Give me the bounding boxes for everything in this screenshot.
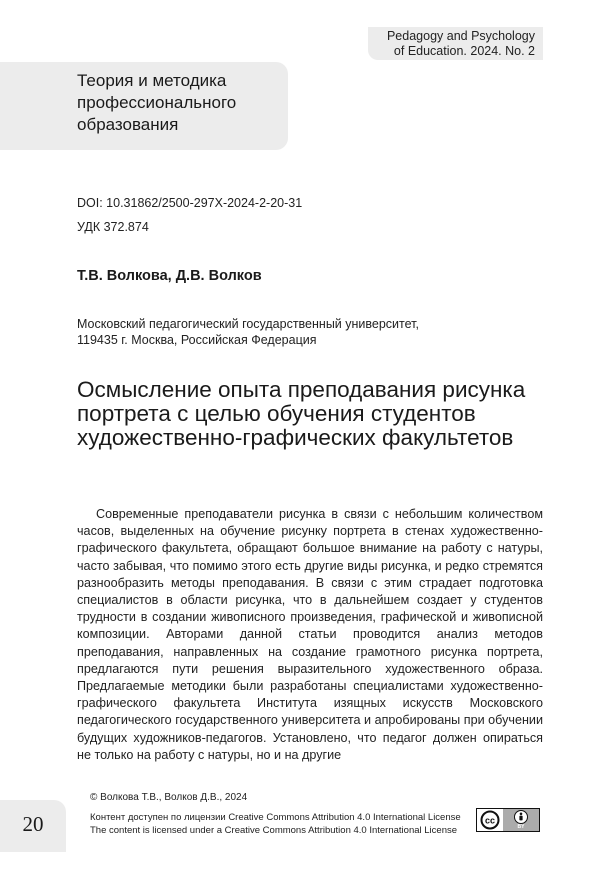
affiliation-line1: Московский педагогический государственный университет, <box>77 317 419 331</box>
article-title: Осмысление опыта преподавания рисунка портрета с целью обучения студентов художественно-графических факультетов <box>77 377 526 450</box>
udk-code: УДК 372.874 <box>77 220 149 234</box>
attribution-icon <box>503 809 539 831</box>
abstract: Современные преподаватели рисунка в связи с небольшим количеством часов, выделенных на обучение рисунку портрета в стенах художественно-графического факультета, обращают большое внимание на работу с натуры, часто забывая, что помимо этого есть другие виды рисунка, и редко стремятся разнообразить методы преподавания. В связи с этим страдает подготовка специалистов в области рисунка, что в дальнейшем создает у студентов трудности в создании живописного произведения, графической и живописной композиции. Авторами данной статьи проводится анализ методов преподавания, направленных на создание грамотного рисунка портрета, предлагаются пути решения выразительного художественного образа. Предлагаемые методики были разработаны специалистами художественно-графического факультета Института изящных искусств Московского педагогического государственного университета и апробированы при обучении будущих художников-педагогов. Установлено, что педагог должен опираться не только на работу с натуры, но и на другие <box>77 507 543 762</box>
doi: DOI: 10.31862/2500-297X-2024-2-20-31 <box>77 196 303 210</box>
cc-icon <box>477 809 503 831</box>
cc-by-label: BY <box>517 824 525 830</box>
journal-name-line2: of Education. 2024. No. 2 <box>393 44 535 58</box>
authors: Т.В. Волкова, Д.В. Волков <box>77 268 262 284</box>
section-title: Теория и методика профессионального образования <box>77 71 237 134</box>
license-en: The content is licensed under a Creative Commons Attribution 4.0 International License <box>90 825 458 836</box>
journal-name-line1: Pedagogy and Psychology <box>386 29 535 43</box>
cc-logo-text: cc <box>484 815 496 826</box>
affiliation <box>77 316 517 348</box>
journal-header <box>368 27 543 60</box>
license-ru: Контент доступен по лицензии Creative Commons Attribution 4.0 International License <box>90 812 461 823</box>
affiliation-line2: 119435 г. Москва, Российская Федерация <box>77 333 317 347</box>
cc-by-license-icon[interactable] <box>476 808 540 832</box>
page-number: 20 <box>22 812 44 836</box>
copyright: © Волкова Т.В., Волков Д.В., 2024 <box>90 792 248 803</box>
